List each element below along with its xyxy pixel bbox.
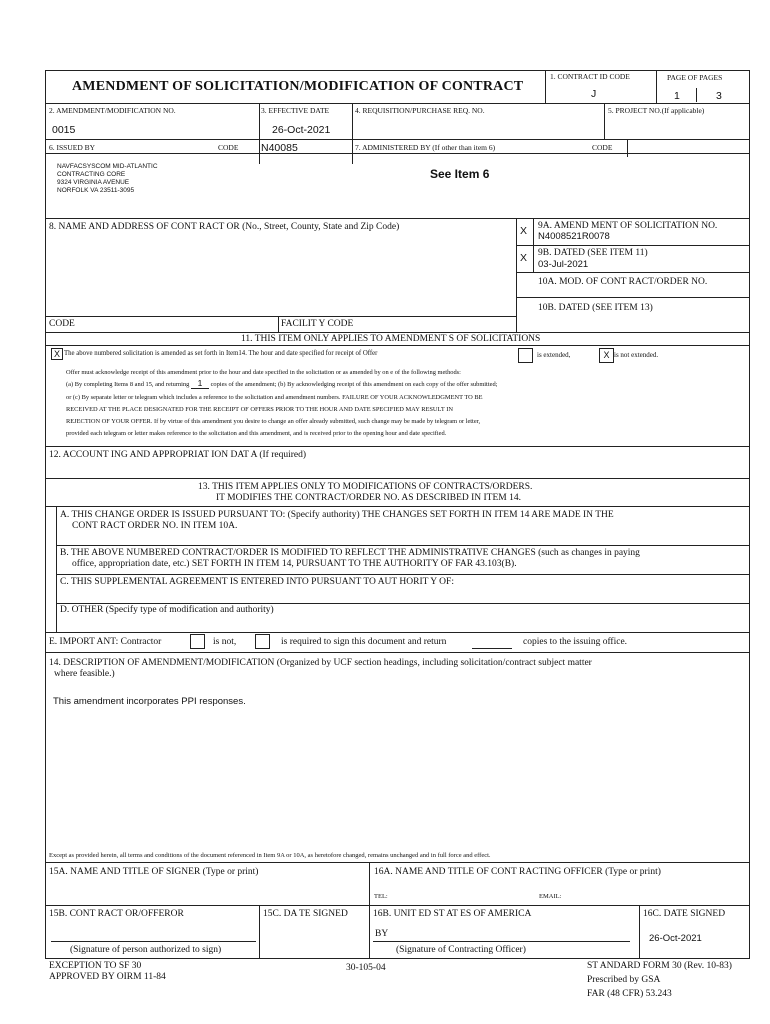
tel-label: TEL: <box>374 893 388 900</box>
officer-signature-line[interactable] <box>373 941 630 942</box>
signature-officer-caption: (Signature of Contracting Officer) <box>396 945 526 955</box>
not-extended-label: is not extended. <box>614 351 659 359</box>
amendment-no-value[interactable]: 0015 <box>52 124 76 136</box>
page-number: 1 <box>674 90 680 102</box>
amended-checkbox[interactable]: X <box>51 348 63 360</box>
form-title: AMENDMENT OF SOLICITATION/MODIFICATION OF CONTRACT <box>72 79 524 94</box>
copies-issuing-label: copies to the issuing office. <box>523 637 628 647</box>
item14-description[interactable]: This amendment incorporates PPI responses. <box>53 696 246 707</box>
contract-id-value[interactable]: J <box>591 88 597 100</box>
amended-text: The above numbered solicitation is amended as set forth in Item14. The hour and date specified for receipt of Offer <box>64 350 378 357</box>
label-15a: 15A. NAME AND TITLE OF SIGNER (Type or print) <box>49 867 259 877</box>
item13-c: C. THIS SUPPLEMENTAL AGREEMENT IS ENTERED INTO PURSUANT TO AUT HORIT Y OF: <box>60 577 454 587</box>
project-no-label: 5. PROJECT NO.(If applicable) <box>608 106 705 115</box>
extended-checkbox[interactable] <box>518 348 533 363</box>
email-label: EMAIL: <box>539 893 562 900</box>
value-9a[interactable]: N4008521R0078 <box>538 231 610 242</box>
signature-person-caption: (Signature of person authorized to sign) <box>70 945 222 955</box>
footer-code: 30-105-04 <box>346 963 386 973</box>
is-required-checkbox[interactable] <box>255 634 270 649</box>
item11-instructions: Offer must acknowledge receipt of this amendment prior to the hour and date specified in the solicitation or as amended by on e of the following methods: (a) By completing Items 8 and 15, and returning 1 copies of the amendment; (b) By acknowledging receipt of this amendment on each copy of the offer submitted; or (c) By separate letter or telegram which includes a reference to the solicitation and amendment numbers. FAILURE OF YOUR ACKNOWLEDGMENT TO BE RECEIVED AT THE PLACE DESIGNATED FOR THE RECEIPT OF OFFERS PRIOR TO THE HOUR AND DATE SPECIFIED MAY RESULT IN REJECTION OF YOUR OFFER. If by virtue of this amendment you desire to change an offer already submitted, such change may be made by telegram or letter, provided each telegram or letter makes reference to the solicitation and this amendment, and is received prior to the opening hour and date specified. <box>66 369 498 438</box>
important-label: E. IMPORT ANT: Contractor <box>49 637 162 647</box>
is-not-label: is not, <box>213 637 237 647</box>
item11-heading: 11. THIS ITEM ONLY APPLIES TO AMENDMENT S OF SOLICITATIONS <box>241 334 541 344</box>
label-9b: 9B. DATED (SEE ITEM 11) <box>538 248 648 258</box>
administered-value: See Item 6 <box>430 167 490 181</box>
value-9b[interactable]: 03-Jul-2021 <box>538 259 589 270</box>
copies-count-field[interactable] <box>472 648 512 649</box>
item13-a: A. THIS CHANGE ORDER IS ISSUED PURSUANT TO: (Specify authority) THE CHANGES SET FORTH IN ITEM 14 ARE MADE IN THE CONT RACT ORDER NO. IN ITEM 10A. <box>60 510 614 531</box>
page-total: 3 <box>716 90 722 102</box>
item13-heading-2: IT MODIFIES THE CONTRACT/ORDER NO. AS DESCRIBED IN ITEM 14. <box>216 493 521 503</box>
label-16b: 16B. UNIT ED ST AT ES OF AMERICA <box>373 909 532 919</box>
label-10a: 10A. MOD. OF CONT RACT/ORDER NO. <box>538 277 708 287</box>
requisition-label: 4. REQUISITION/PURCHASE REQ. NO. <box>355 106 485 115</box>
label-9a: 9A. AMEND MENT OF SOLICITATION NO. <box>538 221 718 231</box>
contractor-signature-line[interactable] <box>51 941 256 942</box>
issued-code-label: CODE <box>218 143 239 152</box>
item13-b: B. THE ABOVE NUMBERED CONTRACT/ORDER IS MODIFIED TO REFLECT THE ADMINISTRATIVE CHANGES (such as changes in paying office, appropriation date, etc.) SET FORTH IN ITEM 14, PURSUANT TO THE AUTHORITY OF FAR 43.103(B). <box>60 548 640 569</box>
contractor-name-address-label: 8. NAME AND ADDRESS OF CONT RACT OR (No., Street, County, State and Zip Code) <box>49 222 400 232</box>
item13-heading-1: 13. THIS ITEM APPLIES ONLY TO MODIFICATIONS OF CONTRACTS/ORDERS. <box>198 482 533 492</box>
issued-code-value[interactable]: N40085 <box>261 142 298 154</box>
facility-code-label: FACILIT Y CODE <box>281 319 354 329</box>
is-required-label: is required to sign this document and return <box>281 637 447 647</box>
issuer-address: NAVFACSYSCOM MID-ATLANTIC CONTRACTING CORE 9324 VIRGINIA AVENUE NORFOLK VA 23511-3095 <box>57 163 158 194</box>
contractor-code-label: CODE <box>49 319 75 329</box>
item13-d: D. OTHER (Specify type of modification and authority) <box>60 605 274 615</box>
copies-returned-value[interactable]: 1 <box>191 379 209 389</box>
item14-label: 14. DESCRIPTION OF AMENDMENT/MODIFICATION (Organized by UCF section headings, including solicitation/contract subject matter where feasible.) <box>49 658 592 679</box>
label-16a: 16A. NAME AND TITLE OF CONT RACTING OFFICER (Type or print) <box>374 867 661 877</box>
checkbox-9a[interactable]: X <box>520 225 528 237</box>
is-not-checkbox[interactable] <box>190 634 205 649</box>
effective-date-value[interactable]: 26-Oct-2021 <box>272 124 331 136</box>
footer-left: EXCEPTION TO SF 30 APPROVED BY OIRM 11-84 <box>49 961 166 982</box>
administered-by-label: 7. ADMINISTERED BY (If other than item 6) <box>355 143 496 152</box>
is-extended-label: is extended, <box>537 351 571 359</box>
not-extended-checkbox[interactable]: X <box>599 348 614 363</box>
label-15b: 15B. CONT RACT OR/OFFEROR <box>49 909 184 919</box>
amendment-no-label: 2. AMENDMENT/MODIFICATION NO. <box>49 106 176 115</box>
administered-code-label: CODE <box>592 143 613 152</box>
page-of-pages-label: PAGE OF PAGES <box>667 73 723 82</box>
by-label: BY <box>375 929 389 939</box>
label-16c: 16C. DATE SIGNED <box>643 909 726 919</box>
contract-id-label: 1. CONTRACT ID CODE <box>550 72 630 81</box>
date-16c-value[interactable]: 26-Oct-2021 <box>649 933 702 944</box>
footer-right: ST ANDARD FORM 30 (Rev. 10-83) Prescribed by GSA FAR (48 CFR) 53.243 <box>587 961 732 999</box>
issued-by-label: 6. ISSUED BY <box>49 143 96 152</box>
label-15c: 15C. DA TE SIGNED <box>263 909 348 919</box>
item14-footer-text: Except as provided herein, all terms and conditions of the document referenced in Item 9A or 10A, as heretofore changed, remains unchanged and in full force and effect. <box>49 852 491 859</box>
checkbox-9b[interactable]: X <box>520 252 528 264</box>
effective-date-label: 3. EFFECTIVE DATE <box>261 106 330 115</box>
item12-label: 12. ACCOUNT ING AND APPROPRIAT ION DAT A (If required) <box>49 450 307 460</box>
label-10b: 10B. DATED (SEE ITEM 13) <box>538 303 653 313</box>
